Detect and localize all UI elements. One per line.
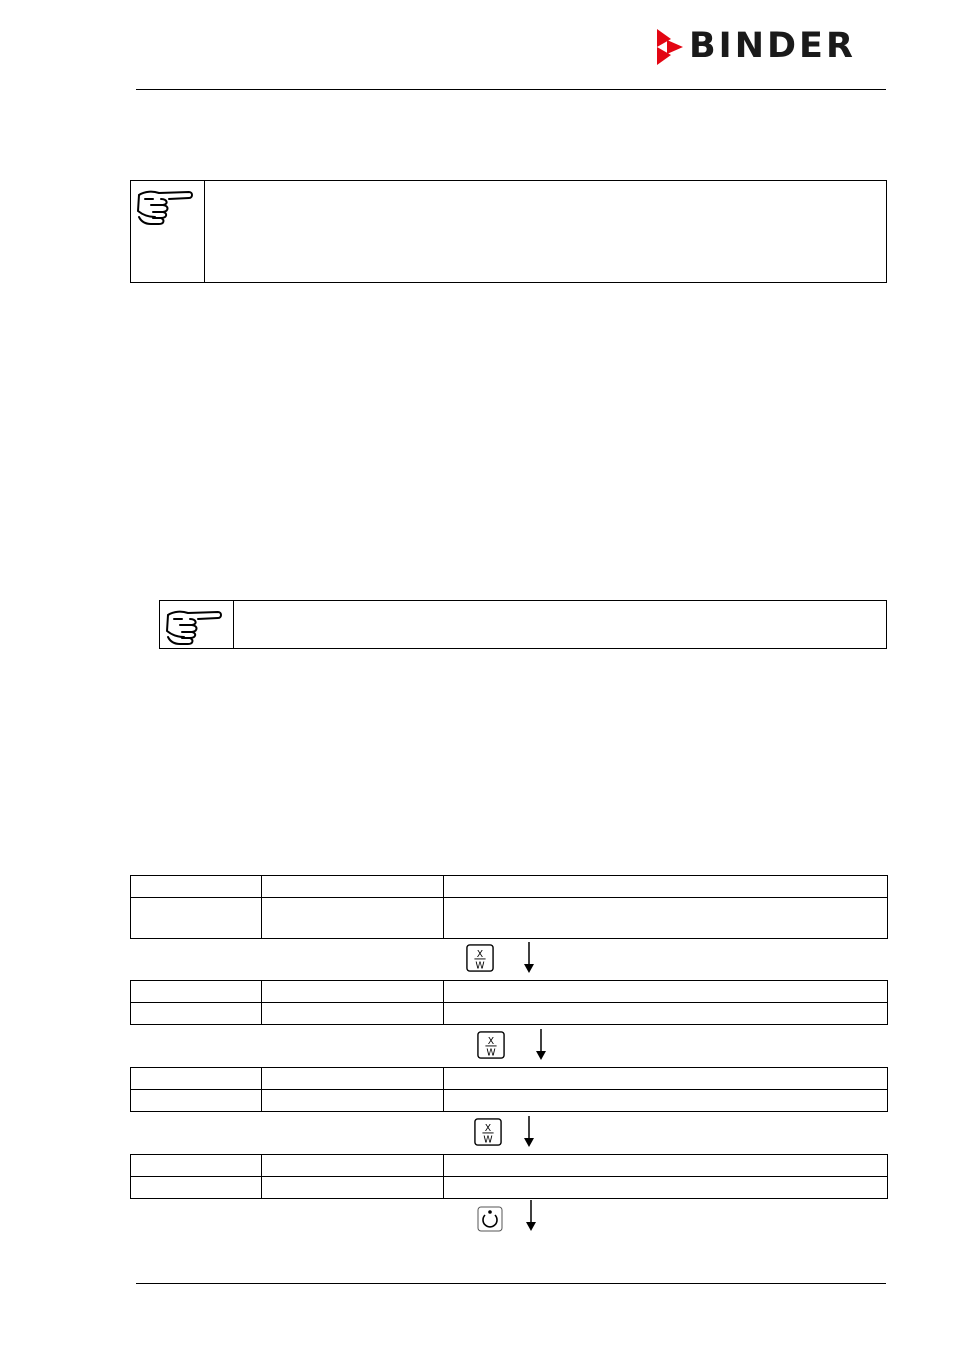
table-cell [444,1177,888,1199]
key-top-label: X [487,1036,495,1048]
table-cell [262,1003,444,1025]
table-cell [444,1090,888,1112]
note-icon-cell [131,181,205,282]
table-cell [262,1177,444,1199]
binder-logo [657,26,889,66]
table-row [131,1090,888,1112]
arrow-down-icon [523,1116,535,1148]
header-rule [136,89,886,90]
key-bottom-label: W [475,960,485,972]
refresh-key-icon[interactable] [477,1206,503,1232]
binder-logo-mark-icon [657,29,683,65]
table-cell [262,1090,444,1112]
table-cell [131,1090,262,1112]
table-cell [262,898,444,939]
table-cell [131,981,262,1003]
table-cell [444,1003,888,1025]
table-cell [444,898,888,939]
table-cell [131,1177,262,1199]
table-cell [262,981,444,1003]
settings-table-4 [130,1154,888,1199]
key-bottom-label: W [486,1047,496,1059]
note-box-1 [130,180,887,283]
table-cell [131,1068,262,1090]
settings-table-1 [130,875,888,939]
pointing-hand-icon [135,185,195,227]
table-cell [444,981,888,1003]
note-box-2 [159,600,887,649]
table-cell [131,1155,262,1177]
settings-table-2 [130,980,888,1025]
table-cell [444,876,888,898]
table-row [131,1003,888,1025]
settings-table-3 [130,1067,888,1112]
key-bottom-label: W [483,1134,493,1146]
pointing-hand-icon [164,605,224,647]
x-w-key-icon[interactable] [474,1118,502,1146]
brand-name: BINDER [689,26,856,66]
table-cell [262,876,444,898]
table-row [131,1068,888,1090]
note-icon-cell [160,601,234,648]
table-cell [444,1068,888,1090]
table-cell [131,876,262,898]
table-cell [262,1068,444,1090]
table-row [131,1155,888,1177]
arrow-down-icon [535,1029,547,1061]
table-row [131,876,888,898]
arrow-down-icon [525,1200,537,1232]
table-cell [131,1003,262,1025]
arrow-down-icon [523,942,535,974]
table-cell [131,898,262,939]
x-w-key-icon[interactable] [477,1031,505,1059]
footer-rule [136,1283,886,1284]
table-row [131,1177,888,1199]
x-w-key-icon[interactable] [466,944,494,972]
key-top-label: X [484,1123,492,1135]
table-row [131,898,888,939]
table-cell [444,1155,888,1177]
key-top-label: X [476,949,484,961]
table-row [131,981,888,1003]
table-cell [262,1155,444,1177]
